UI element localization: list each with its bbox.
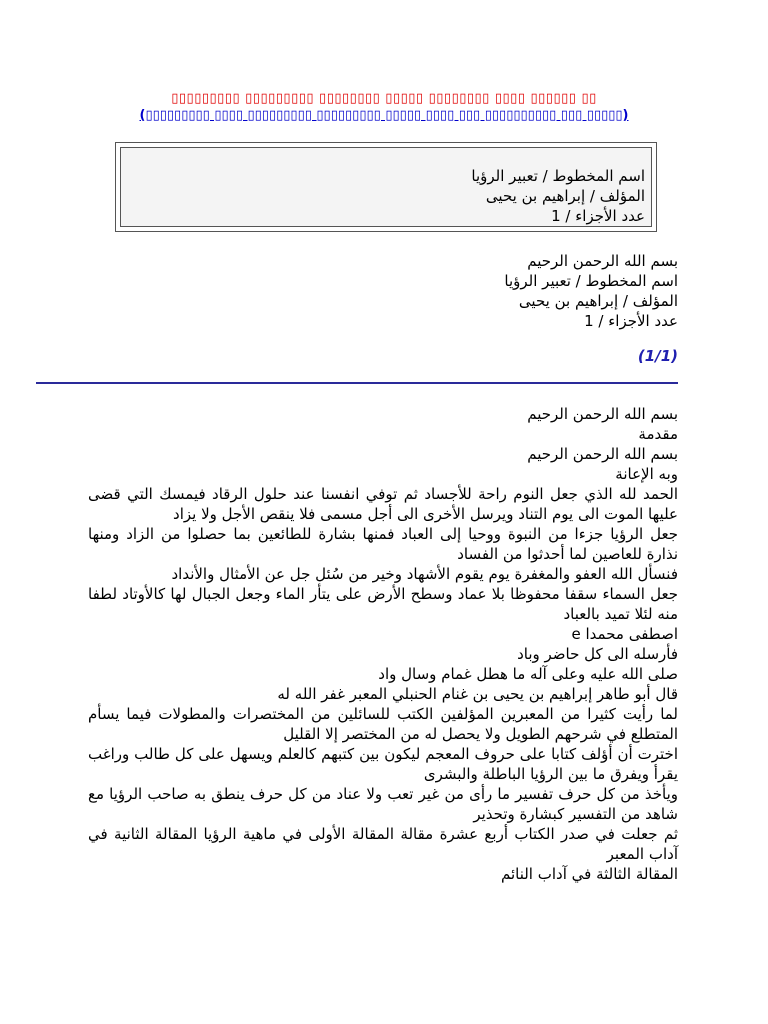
body-line: مقدمة <box>638 425 678 443</box>
page-number: (1/1) <box>637 347 678 365</box>
body-line: المقالة الثالثة في آداب النائم <box>500 865 678 883</box>
site-banner-text: ▯▯▯▯▯▯▯▯▯ ▯▯▯▯▯▯▯▯▯ ▯▯▯▯▯▯▯▯ ▯▯▯▯▯ ▯▯▯▯▯▯▯▯ ▯▯▯▯ ▯▯▯▯▯▯ ▯▯ <box>171 91 597 106</box>
body-paragraph: الحمد لله الذي جعل النوم راحة للأجساد ثم توفي انفسنا عند حلول الرقاد فيمسك التي قضى عليها الموت الى يوم التناد ويرسل الأخرى الى أجل مسمى فلا ينقص الأجل ولا يزاد <box>88 485 678 523</box>
info-title: اسم المخطوط / تعبير الرؤيا <box>471 167 645 185</box>
body-line: فأرسله الى كل حاضر وباد <box>517 645 678 663</box>
body-line: بسم الله الرحمن الرحيم <box>527 445 678 463</box>
body-paragraph: ويأخذ من كل حرف تفسير ما رأى من غير تعب ولا عناد من كل حرف ينطق به صاحب الرؤيا مع شاهد من التفسير كبشارة وتحذير <box>88 785 678 823</box>
intro-basmala: بسم الله الرحمن الرحيم <box>527 252 678 270</box>
manuscript-info-box <box>115 142 657 232</box>
body-line: وبه الإعانة <box>615 465 678 483</box>
intro-author: المؤلف / إبراهيم بن يحيى <box>518 292 678 310</box>
body-line: اصطفى محمدا e <box>571 625 678 643</box>
info-author: المؤلف / إبراهيم بن يحيى <box>485 187 645 205</box>
body-text <box>88 404 678 884</box>
info-parts: عدد الأجزاء / 1 <box>551 207 645 225</box>
intro-parts: عدد الأجزاء / 1 <box>584 312 678 330</box>
body-line: صلى الله عليه وعلى آله ما هطل غمام وسال واد <box>378 665 678 683</box>
body-paragraph: اخترت أن أؤلف كتابا على حروف المعجم ليكون بين كتبهم كالعلم ويسهل على كل طالب وراغب يقرأ ويفرق ما بين الرؤيا الباطلة والبشرى <box>88 745 678 783</box>
divider-rule <box>36 382 678 384</box>
body-line: قال أبو طاهر إبراهيم بن يحيى بن غنام الحنبلي المعبر غفر الله له <box>277 685 678 703</box>
body-paragraph: لما رأيت كثيرا من المعبرين المؤلفين الكتب للسائلين من المختصرات والمطولات فيما يسأم المتطلع في شرحهم الطويل ولا يحصل له من المختصر إلا القليل <box>88 705 678 743</box>
intro-title: اسم المخطوط / تعبير الرؤيا <box>504 272 678 290</box>
body-paragraph: جعل الرؤيا جزءا من النبوة ووحيا إلى العباد فمنها بشارة للطائعين بما حصلوا من الزاد ومنها نذارة للعاصين لما أحدثوا من الفساد <box>88 525 678 563</box>
manuscript-info-inner <box>120 147 652 227</box>
body-paragraph: جعل السماء سقفا محفوظا بلا عماد وسطح الأرض على يتأر الماء وجعل الجبال لها كالأوتاد لطفا منه لئلا تميد بالعباد <box>88 585 678 623</box>
intro-block <box>78 251 678 331</box>
body-line: بسم الله الرحمن الرحيم <box>527 405 678 423</box>
body-paragraph: ثم جعلت في صدر الكتاب أربع عشرة مقالة المقالة الأولى في ماهية الرؤيا المقالة الثانية في آداب المعبر <box>88 825 678 863</box>
site-banner-link[interactable]: (▯▯▯▯▯▯▯▯▯ ▯▯▯▯ ▯▯▯▯▯▯▯▯▯ ▯▯▯▯▯▯▯▯▯ ▯▯▯▯▯ ▯▯▯▯ ▯▯▯ ▯▯▯▯▯▯▯▯▯▯ ▯▯▯ ▯▯▯▯▯) <box>139 108 629 123</box>
body-line: فنسأل الله العفو والمغفرة يوم يقوم الأشهاد وخير من سُئل جل عن الأمثال والأنداد <box>171 565 678 583</box>
